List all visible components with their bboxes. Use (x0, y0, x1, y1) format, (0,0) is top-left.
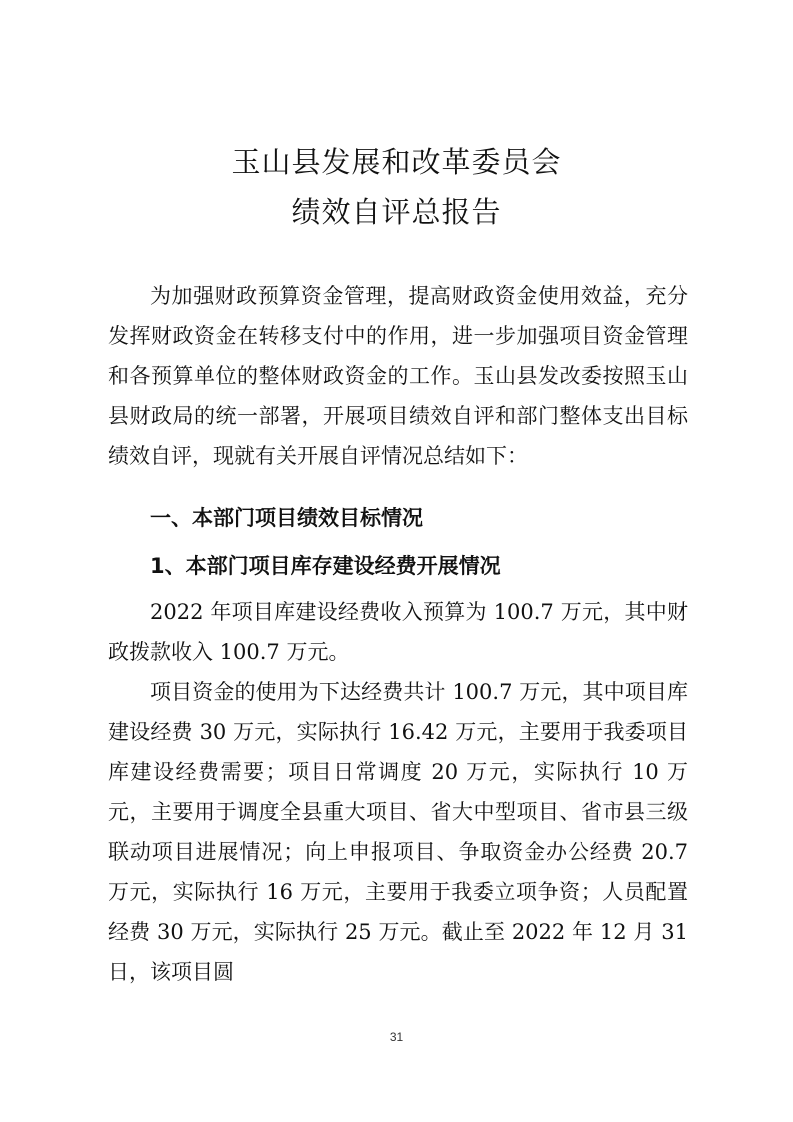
intro-paragraph: 为加强财政预算资金管理，提高财政资金使用效益，充分发挥财政资金在转移支付中的作用，进一步加强项目资金管理和各预算单位的整体财政资金的工作。玉山县发改委按照玉山县财政局的统一部署，开展项目绩效自评和部门整体支出目标绩效自评，现就有关开展自评情况总结如下： (108, 284, 688, 468)
usage-paragraph: 项目资金的使用为下达经费共计 100.7 万元，其中项目库建设经费 30 万元，实际执行 16.42 万元，主要用于我委项目库建设经费需要；项目日常调度 20 万元，实际执行 10 万元，主要用于调度全县重大项目、省大中型项目、省市县三级联动项目进展情况；向上申报项目、争取资金办公经费 20.7 万元，实际执行 16 万元，主要用于我委立项争资；人员配置经费 30 万元，实际执行 25 万元。截止至 2022 年 12 月 31 日，该项目圆 (108, 680, 688, 984)
section-heading: 一、本部门项目绩效目标情况 (150, 506, 423, 530)
subsection-heading: 1、本部门项目库存建设经费开展情况 (150, 554, 501, 578)
document-title-line1: 玉山县发展和改革委员会 (231, 145, 562, 179)
income-paragraph: 2022 年项目库建设经费收入预算为 100.7 万元，其中财政拨款收入 100.7 万元。 (108, 600, 688, 664)
document-title-line2: 绩效自评总报告 (291, 195, 502, 229)
page-number: 31 (389, 1030, 404, 1044)
